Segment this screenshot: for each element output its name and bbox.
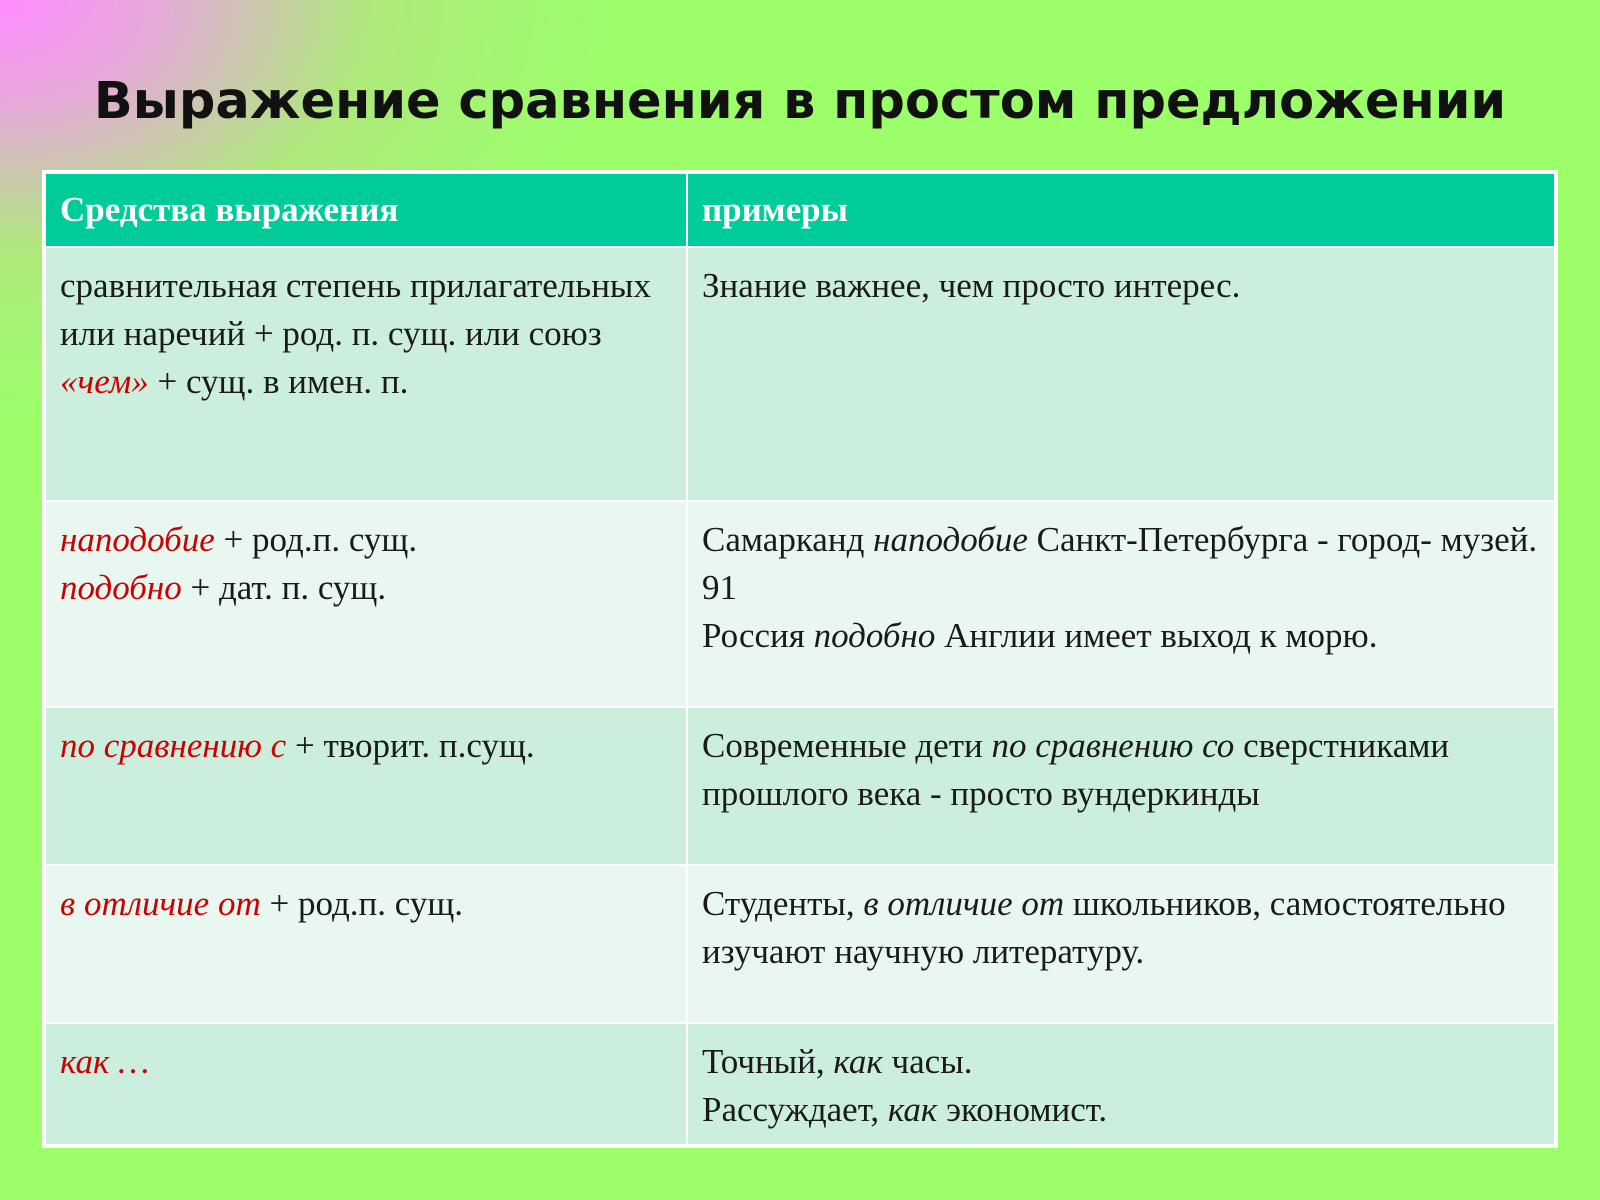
means-cell (46, 1024, 686, 1144)
means-highlight: как … (60, 1042, 150, 1081)
examples-cell (688, 1024, 1554, 1144)
example-text: Англии имеет выход к морю. (935, 616, 1378, 655)
means-highlight: подобно (60, 568, 182, 607)
example-text: Россия (702, 616, 814, 655)
table-header-row (46, 174, 1554, 246)
example-line (702, 1086, 1540, 1134)
examples-cell (688, 708, 1554, 864)
example-highlight: как (887, 1090, 938, 1129)
example-highlight: как (833, 1042, 883, 1081)
example-line (702, 516, 1540, 564)
means-line (60, 516, 672, 564)
example-line (702, 612, 1540, 660)
means-highlight: «чем» (60, 362, 149, 401)
table-row (46, 248, 1554, 500)
example-line: 91 (702, 568, 737, 607)
table-row (46, 708, 1554, 864)
means-cell (46, 866, 686, 1022)
means-text: + род.п. сущ. (260, 884, 464, 923)
table-row (46, 502, 1554, 706)
means-highlight: наподобие (60, 520, 215, 559)
means-highlight: в отличие от (60, 884, 261, 923)
examples-cell (688, 866, 1554, 1022)
means-text: + род.п. сущ. (214, 520, 418, 559)
example-text: сверстниками прошлого века - просто вундеркинды (702, 726, 1450, 813)
example-highlight: по сравнению со (991, 726, 1235, 765)
table-row (46, 1024, 1554, 1144)
example-line (702, 1038, 1540, 1086)
example-text: часы. (882, 1042, 973, 1081)
means-text: + творит. п.сущ. (286, 726, 535, 765)
comparison-table (42, 170, 1558, 1148)
example-highlight: подобно (813, 616, 936, 655)
means-highlight: по сравнению с (60, 726, 287, 765)
header-means: Средства выражения (46, 174, 686, 246)
example-text: Знание важнее, чем просто интерес. (702, 266, 1241, 305)
slide-title: Выражение сравнения в простом предложении (93, 72, 1507, 131)
example-text: Самарканд (702, 520, 874, 559)
examples-cell (688, 502, 1554, 706)
means-cell (46, 502, 686, 706)
means-text: + сущ. в имен. п. (148, 362, 409, 401)
means-cell (46, 248, 686, 500)
examples-cell (688, 248, 1554, 500)
example-text: Санкт-Петербурга - город- музей. (1027, 520, 1538, 559)
example-text: Студенты, (702, 884, 864, 923)
example-highlight: в отличие от (863, 884, 1065, 923)
means-cell (46, 708, 686, 864)
example-text: Современные дети (702, 726, 992, 765)
header-examples: примеры (688, 174, 1554, 246)
means-line (60, 564, 672, 612)
example-text: Точный, (702, 1042, 834, 1081)
means-text: сравнительная степень прилагательных или наречий + род. п. сущ. или союз (60, 266, 651, 353)
example-text: Рассуждает, (702, 1090, 888, 1129)
example-text: школьников, самостоятельно изучают научную литературу. (702, 884, 1506, 971)
table-row (46, 866, 1554, 1022)
example-text: экономист. (937, 1090, 1108, 1129)
example-highlight: наподобие (873, 520, 1028, 559)
means-text: + дат. п. сущ. (181, 568, 387, 607)
